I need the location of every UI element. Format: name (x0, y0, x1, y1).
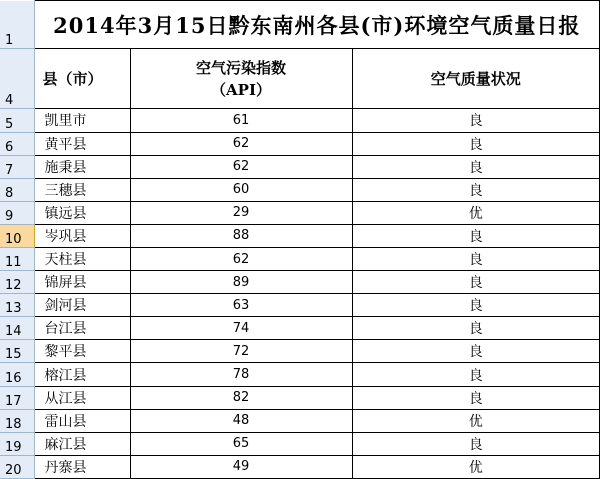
table-row (0, 409, 600, 432)
api-value-cell[interactable]: 62 (130, 155, 352, 178)
table-row (0, 317, 600, 340)
api-value-cell[interactable]: 88 (130, 224, 352, 247)
row-header[interactable]: 11 (0, 248, 34, 271)
air-quality-status-cell[interactable]: 良 (352, 386, 600, 409)
air-quality-status-cell[interactable]: 良 (352, 224, 600, 247)
table-row (0, 386, 600, 409)
table-row (0, 248, 600, 271)
api-value-cell[interactable]: 62 (130, 248, 352, 271)
status-header-cell[interactable]: 空气质量状况 (352, 49, 600, 109)
row-header[interactable]: 1 (0, 1, 34, 49)
api-value-cell[interactable]: 29 (130, 201, 352, 224)
table-row (0, 432, 600, 455)
row-header[interactable]: 15 (0, 340, 34, 363)
county-cell[interactable]: 麻江县 (34, 432, 130, 455)
api-header-cell[interactable] (130, 49, 352, 109)
county-cell[interactable]: 台江县 (34, 317, 130, 340)
air-quality-status-cell[interactable]: 优 (352, 409, 600, 432)
api-value-cell[interactable]: 78 (130, 363, 352, 386)
report-title-cell[interactable]: 2014年3月15日黔东南州各县(市)环境空气质量日报 (34, 1, 600, 49)
county-cell[interactable]: 锦屏县 (34, 271, 130, 294)
table-row (0, 132, 600, 155)
air-quality-status-cell[interactable]: 良 (352, 248, 600, 271)
sheet-body (0, 1, 600, 479)
county-cell[interactable]: 施秉县 (34, 155, 130, 178)
air-quality-status-cell[interactable]: 优 (352, 201, 600, 224)
air-quality-status-cell[interactable]: 良 (352, 432, 600, 455)
county-cell[interactable]: 黄平县 (34, 132, 130, 155)
row-header[interactable]: 8 (0, 178, 34, 201)
county-cell[interactable]: 岑巩县 (34, 224, 130, 247)
county-cell[interactable]: 丹寨县 (34, 455, 130, 478)
air-quality-status-cell[interactable]: 良 (352, 363, 600, 386)
air-quality-status-cell[interactable]: 优 (352, 455, 600, 478)
county-cell[interactable]: 三穗县 (34, 178, 130, 201)
api-value-cell[interactable]: 49 (130, 455, 352, 478)
air-quality-status-cell[interactable]: 良 (352, 109, 600, 132)
api-value-cell[interactable]: 89 (130, 271, 352, 294)
api-value-cell[interactable]: 60 (130, 178, 352, 201)
row-header[interactable]: 16 (0, 363, 34, 386)
api-value-cell[interactable]: 62 (130, 132, 352, 155)
air-quality-status-cell[interactable]: 良 (352, 294, 600, 317)
table-row (0, 340, 600, 363)
table-row (0, 294, 600, 317)
row-header[interactable]: 20 (0, 455, 34, 478)
table-row (0, 201, 600, 224)
row-header[interactable]: 13 (0, 294, 34, 317)
county-cell[interactable]: 天柱县 (34, 248, 130, 271)
row-header[interactable]: 10 (0, 224, 34, 247)
row-header[interactable]: 5 (0, 109, 34, 132)
column-header-row (0, 49, 600, 109)
api-header-line2: （API） (211, 80, 271, 99)
county-header-cell[interactable]: 县（市） (34, 49, 130, 109)
row-header[interactable]: 12 (0, 271, 34, 294)
table-row (0, 109, 600, 132)
table-row (0, 363, 600, 386)
county-cell[interactable]: 剑河县 (34, 294, 130, 317)
county-cell[interactable]: 雷山县 (34, 409, 130, 432)
row-header[interactable]: 9 (0, 201, 34, 224)
county-cell[interactable]: 镇远县 (34, 201, 130, 224)
row-header[interactable]: 19 (0, 432, 34, 455)
table-row (0, 455, 600, 478)
api-value-cell[interactable]: 74 (130, 317, 352, 340)
air-quality-status-cell[interactable]: 良 (352, 271, 600, 294)
county-cell[interactable]: 凯里市 (34, 109, 130, 132)
api-value-cell[interactable]: 48 (130, 409, 352, 432)
api-value-cell[interactable]: 72 (130, 340, 352, 363)
table-row (0, 271, 600, 294)
air-quality-status-cell[interactable]: 良 (352, 155, 600, 178)
air-quality-status-cell[interactable]: 良 (352, 317, 600, 340)
air-quality-status-cell[interactable]: 良 (352, 132, 600, 155)
api-value-cell[interactable]: 61 (130, 109, 352, 132)
county-cell[interactable]: 从江县 (34, 386, 130, 409)
table-row (0, 178, 600, 201)
air-quality-status-cell[interactable]: 良 (352, 178, 600, 201)
air-quality-status-cell[interactable]: 良 (352, 340, 600, 363)
row-header[interactable]: 4 (0, 49, 34, 109)
row-header[interactable]: 18 (0, 409, 34, 432)
county-cell[interactable]: 榕江县 (34, 363, 130, 386)
row-header[interactable]: 17 (0, 386, 34, 409)
title-row (0, 1, 600, 49)
api-value-cell[interactable]: 63 (130, 294, 352, 317)
api-header-line1: 空气污染指数 (195, 58, 286, 77)
row-header[interactable]: 6 (0, 132, 34, 155)
api-value-cell[interactable]: 82 (130, 386, 352, 409)
row-header[interactable]: 7 (0, 155, 34, 178)
table-row (0, 224, 600, 247)
row-header[interactable]: 14 (0, 317, 34, 340)
county-cell[interactable]: 黎平县 (34, 340, 130, 363)
api-value-cell[interactable]: 65 (130, 432, 352, 455)
table-row (0, 155, 600, 178)
